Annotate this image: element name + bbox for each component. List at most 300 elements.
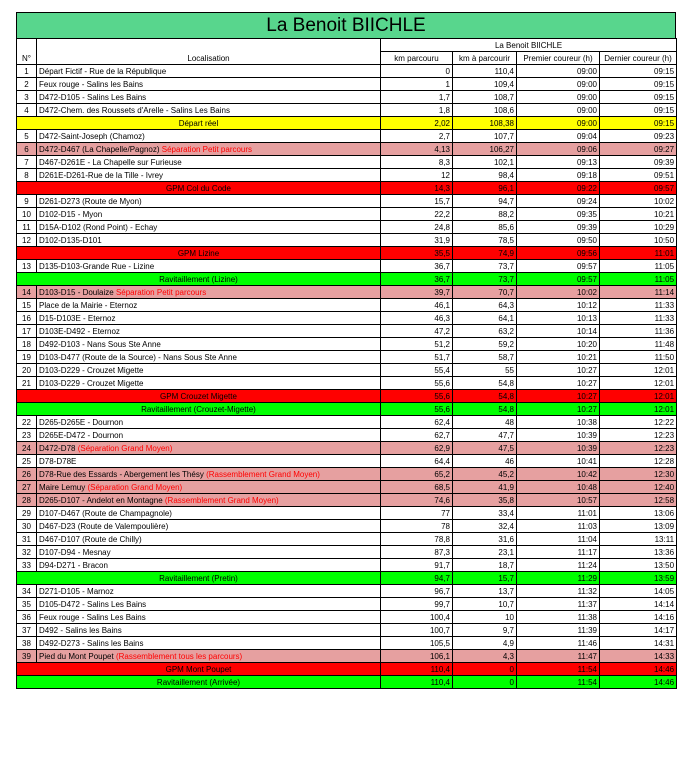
row-rest: 94,7: [453, 195, 517, 208]
row-rest: 18,7: [453, 559, 517, 572]
row-km: 100,4: [381, 611, 453, 624]
row-last: 13:59: [600, 572, 677, 585]
row-rest: 63,2: [453, 325, 517, 338]
row-number: 25: [17, 455, 37, 468]
row-first: 09:00: [517, 117, 600, 130]
row-localisation: [37, 208, 381, 221]
row-rest: 74,9: [453, 247, 517, 260]
row-localisation: [37, 468, 381, 481]
row-note: (Rassemblement Grand Moyen): [206, 469, 320, 479]
row-rest: 4,3: [453, 650, 517, 663]
table-row: [17, 559, 677, 572]
row-last: 11:33: [600, 299, 677, 312]
table-row: [17, 247, 677, 260]
row-localisation: [37, 481, 381, 494]
row-first: 09:04: [517, 130, 600, 143]
header-group: La Benoit BIICHLE: [381, 39, 677, 52]
row-last: 14:46: [600, 663, 677, 676]
row-km: 51,7: [381, 351, 453, 364]
row-km: 74,6: [381, 494, 453, 507]
row-number: 1: [17, 65, 37, 78]
table-row: [17, 312, 677, 325]
row-number: 32: [17, 546, 37, 559]
table-row: [17, 585, 677, 598]
row-localisation-text: D472-D78: [39, 443, 76, 453]
row-km: 1,7: [381, 91, 453, 104]
row-first: 09:56: [517, 247, 600, 260]
row-first: 09:50: [517, 234, 600, 247]
row-localisation: GPM Mont Poupet: [17, 663, 381, 676]
row-last: 11:14: [600, 286, 677, 299]
row-last: 12:23: [600, 442, 677, 455]
row-first: 11:37: [517, 598, 600, 611]
row-first: 09:00: [517, 104, 600, 117]
row-rest: 13,7: [453, 585, 517, 598]
row-km: 51,2: [381, 338, 453, 351]
table-row: [17, 507, 677, 520]
table-row: [17, 520, 677, 533]
row-number: 39: [17, 650, 37, 663]
row-last: 09:15: [600, 104, 677, 117]
row-first: 10:27: [517, 377, 600, 390]
row-last: 11:05: [600, 260, 677, 273]
row-rest: 46: [453, 455, 517, 468]
row-number: 13: [17, 260, 37, 273]
row-first: 10:21: [517, 351, 600, 364]
row-localisation: [37, 624, 381, 637]
row-localisation-text: D467-D23 (Route de Valempoulière): [39, 521, 169, 531]
row-localisation: [37, 650, 381, 663]
row-last: 11:48: [600, 338, 677, 351]
row-number: 37: [17, 624, 37, 637]
row-localisation: Ravitaillement (Crouzet-Migette): [17, 403, 381, 416]
row-number: 8: [17, 169, 37, 182]
row-first: 11:54: [517, 663, 600, 676]
row-first: 11:46: [517, 637, 600, 650]
row-km: 14,3: [381, 182, 453, 195]
row-number: 23: [17, 429, 37, 442]
row-last: 09:15: [600, 65, 677, 78]
row-rest: 110,4: [453, 65, 517, 78]
header-rest: km à parcourir: [453, 52, 517, 65]
table-row: [17, 286, 677, 299]
row-rest: 41,9: [453, 481, 517, 494]
row-number: 34: [17, 585, 37, 598]
row-rest: 78,5: [453, 234, 517, 247]
row-last: 12:22: [600, 416, 677, 429]
row-rest: 108,7: [453, 91, 517, 104]
row-localisation-text: D265-D265E - Dournon: [39, 417, 124, 427]
row-localisation-text: Maire Lemuy: [39, 482, 86, 492]
row-localisation-text: Pied du Mont Poupet: [39, 651, 114, 661]
row-number: 9: [17, 195, 37, 208]
row-last: 09:15: [600, 91, 677, 104]
row-km: 110,4: [381, 663, 453, 676]
row-first: 11:03: [517, 520, 600, 533]
row-localisation: [37, 455, 381, 468]
row-localisation: GPM Crouzet Migette: [17, 390, 381, 403]
row-rest: 54,8: [453, 403, 517, 416]
row-localisation-text: D102-D135-D101: [39, 235, 102, 245]
row-km: 96,7: [381, 585, 453, 598]
row-localisation-text: D467-D261E - La Chapelle sur Furieuse: [39, 157, 182, 167]
row-km: 65,2: [381, 468, 453, 481]
row-km: 55,6: [381, 390, 453, 403]
row-localisation-text: D271-D105 - Marnoz: [39, 586, 114, 596]
row-rest: 88,2: [453, 208, 517, 221]
row-last: 12:23: [600, 429, 677, 442]
table-row: [17, 416, 677, 429]
row-number: 7: [17, 156, 37, 169]
row-localisation: [37, 312, 381, 325]
row-last: 12:01: [600, 403, 677, 416]
row-number: 28: [17, 494, 37, 507]
row-first: 10:13: [517, 312, 600, 325]
row-last: 09:27: [600, 143, 677, 156]
row-km: 2,7: [381, 130, 453, 143]
row-localisation-text: D103-D229 - Crouzet Migette: [39, 365, 144, 375]
row-number: 16: [17, 312, 37, 325]
table-body: [17, 65, 677, 689]
row-km: 105,5: [381, 637, 453, 650]
row-km: 46,3: [381, 312, 453, 325]
row-rest: 4,9: [453, 637, 517, 650]
row-first: 11:04: [517, 533, 600, 546]
row-number: 18: [17, 338, 37, 351]
row-rest: 58,7: [453, 351, 517, 364]
table-row: [17, 260, 677, 273]
row-number: 10: [17, 208, 37, 221]
row-localisation: [37, 559, 381, 572]
row-first: 09:57: [517, 273, 600, 286]
header-km: km parcouru: [381, 52, 453, 65]
header-first: Premier coureur (h): [517, 52, 600, 65]
row-last: 11:50: [600, 351, 677, 364]
header-num: N°: [17, 39, 37, 65]
row-first: 09:13: [517, 156, 600, 169]
row-localisation: [37, 520, 381, 533]
row-km: 94,7: [381, 572, 453, 585]
row-number: 31: [17, 533, 37, 546]
row-last: 14:17: [600, 624, 677, 637]
row-last: 11:36: [600, 325, 677, 338]
row-rest: 0: [453, 663, 517, 676]
row-localisation: [37, 169, 381, 182]
table-row: [17, 403, 677, 416]
table-row: [17, 91, 677, 104]
table-row: [17, 195, 677, 208]
row-last: 12:30: [600, 468, 677, 481]
table-row: [17, 650, 677, 663]
row-localisation: [37, 130, 381, 143]
row-localisation: [37, 598, 381, 611]
row-localisation: GPM Col du Code: [17, 182, 381, 195]
row-km: 55,6: [381, 403, 453, 416]
row-km: 36,7: [381, 273, 453, 286]
table-row: [17, 221, 677, 234]
row-number: 29: [17, 507, 37, 520]
table-row: [17, 390, 677, 403]
row-km: 62,9: [381, 442, 453, 455]
row-localisation-text: D261-D273 (Route de Myon): [39, 196, 142, 206]
row-last: 14:31: [600, 637, 677, 650]
row-km: 46,1: [381, 299, 453, 312]
table-row: [17, 299, 677, 312]
row-km: 77: [381, 507, 453, 520]
row-note: (Séparation Grand Moyen): [87, 482, 183, 492]
row-localisation: [37, 299, 381, 312]
row-localisation: Ravitaillement (Pretin): [17, 572, 381, 585]
row-first: 10:38: [517, 416, 600, 429]
table-row: [17, 546, 677, 559]
row-km: 110,4: [381, 676, 453, 689]
row-localisation-text: D472-Chem. des Roussets d'Arelle - Salins Les Bains: [39, 105, 230, 115]
row-localisation: [37, 377, 381, 390]
row-localisation: [37, 416, 381, 429]
row-localisation-text: D472-D467 (La Chapelle/Pagnoz): [39, 144, 160, 154]
table-row: [17, 169, 677, 182]
row-note: (Rassemblement Grand Moyen): [164, 495, 279, 505]
row-localisation-text: D103-D15 - Doulaize: [39, 287, 114, 297]
row-km: 39,7: [381, 286, 453, 299]
row-last: 12:01: [600, 377, 677, 390]
row-localisation-text: D103-D477 (Route de la Source) - Nans Sous Ste Anne: [39, 352, 237, 362]
row-last: 13:50: [600, 559, 677, 572]
row-km: 24,8: [381, 221, 453, 234]
row-rest: 10,7: [453, 598, 517, 611]
row-rest: 15,7: [453, 572, 517, 585]
row-first: 09:00: [517, 65, 600, 78]
row-number: 36: [17, 611, 37, 624]
row-rest: 55: [453, 364, 517, 377]
row-localisation: Départ réel: [17, 117, 381, 130]
row-number: 6: [17, 143, 37, 156]
row-last: 12:58: [600, 494, 677, 507]
table-row: [17, 468, 677, 481]
row-rest: 54,8: [453, 390, 517, 403]
row-localisation: [37, 104, 381, 117]
row-last: 09:39: [600, 156, 677, 169]
row-first: 09:24: [517, 195, 600, 208]
table-row: [17, 455, 677, 468]
row-last: 12:28: [600, 455, 677, 468]
row-first: 09:22: [517, 182, 600, 195]
table-row: [17, 208, 677, 221]
row-note: (Rassemblement tous les parcours): [115, 651, 243, 661]
row-last: 14:33: [600, 650, 677, 663]
row-localisation-text: D94-D271 - Bracon: [39, 560, 108, 570]
row-first: 09:00: [517, 78, 600, 91]
row-localisation-text: Place de la Mairie - Eternoz: [39, 300, 138, 310]
row-number: 26: [17, 468, 37, 481]
row-first: 10:20: [517, 338, 600, 351]
row-last: 13:36: [600, 546, 677, 559]
row-number: 21: [17, 377, 37, 390]
row-last: 09:57: [600, 182, 677, 195]
row-localisation-text: Feux rouge - Salins les Bains: [39, 79, 144, 89]
row-last: 13:06: [600, 507, 677, 520]
row-last: 12:01: [600, 364, 677, 377]
row-km: 35,5: [381, 247, 453, 260]
row-last: 10:02: [600, 195, 677, 208]
row-rest: 85,6: [453, 221, 517, 234]
row-first: 09:18: [517, 169, 600, 182]
row-last: 09:15: [600, 117, 677, 130]
row-last: 12:01: [600, 390, 677, 403]
table-row: [17, 143, 677, 156]
row-rest: 9,7: [453, 624, 517, 637]
row-localisation-text: D107-D94 - Mesnay: [39, 547, 111, 557]
row-first: 10:14: [517, 325, 600, 338]
row-localisation-text: D78-D78E: [39, 456, 77, 466]
row-rest: 96,1: [453, 182, 517, 195]
row-localisation: Ravitaillement (Lizine): [17, 273, 381, 286]
row-localisation-text: D135-D103-Grande Rue - Lizine: [39, 261, 155, 271]
row-localisation: [37, 260, 381, 273]
table-row: [17, 130, 677, 143]
row-localisation: [37, 585, 381, 598]
row-first: 10:02: [517, 286, 600, 299]
row-km: 62,4: [381, 416, 453, 429]
table-row: [17, 533, 677, 546]
row-localisation: [37, 221, 381, 234]
row-first: 11:01: [517, 507, 600, 520]
row-number: 27: [17, 481, 37, 494]
table-row: [17, 364, 677, 377]
row-rest: 59,2: [453, 338, 517, 351]
row-localisation: GPM Lizine: [17, 247, 381, 260]
row-localisation: [37, 611, 381, 624]
row-first: 10:42: [517, 468, 600, 481]
row-rest: 48: [453, 416, 517, 429]
row-first: 11:38: [517, 611, 600, 624]
row-last: 09:15: [600, 78, 677, 91]
row-first: 11:24: [517, 559, 600, 572]
row-last: 10:50: [600, 234, 677, 247]
row-rest: 107,7: [453, 130, 517, 143]
row-localisation: [37, 156, 381, 169]
row-first: 10:12: [517, 299, 600, 312]
table-row: [17, 624, 677, 637]
header-localisation: Localisation: [37, 39, 381, 65]
row-localisation-text: D78-Rue des Essards - Abergement les Thésy: [39, 469, 204, 479]
row-last: 10:21: [600, 208, 677, 221]
row-localisation: [37, 234, 381, 247]
row-first: 11:54: [517, 676, 600, 689]
row-last: 11:01: [600, 247, 677, 260]
table-row: [17, 65, 677, 78]
row-km: 22,2: [381, 208, 453, 221]
row-last: 11:33: [600, 312, 677, 325]
row-number: 5: [17, 130, 37, 143]
row-last: 09:51: [600, 169, 677, 182]
table-row: [17, 611, 677, 624]
table-row: [17, 156, 677, 169]
row-km: 91,7: [381, 559, 453, 572]
row-localisation: [37, 351, 381, 364]
row-localisation: [37, 143, 381, 156]
table-row: [17, 377, 677, 390]
row-localisation-text: D265-D107 - Andelot en Montagne: [39, 495, 163, 505]
row-localisation: [37, 507, 381, 520]
row-rest: 73,7: [453, 260, 517, 273]
row-km: 62,7: [381, 429, 453, 442]
row-first: 11:39: [517, 624, 600, 637]
row-localisation: Ravitaillement (Arrivée): [17, 676, 381, 689]
row-last: 13:11: [600, 533, 677, 546]
row-km: 78: [381, 520, 453, 533]
row-rest: 106,27: [453, 143, 517, 156]
row-number: 35: [17, 598, 37, 611]
row-last: 12:40: [600, 481, 677, 494]
row-number: 30: [17, 520, 37, 533]
table-row: [17, 429, 677, 442]
row-rest: 54,8: [453, 377, 517, 390]
row-localisation: [37, 91, 381, 104]
row-km: 1: [381, 78, 453, 91]
row-localisation: [37, 533, 381, 546]
table-row: [17, 325, 677, 338]
row-last: 10:29: [600, 221, 677, 234]
row-number: 14: [17, 286, 37, 299]
table-row: [17, 442, 677, 455]
row-km: 8,3: [381, 156, 453, 169]
row-rest: 108,6: [453, 104, 517, 117]
row-km: 99,7: [381, 598, 453, 611]
row-number: 38: [17, 637, 37, 650]
table-row: [17, 676, 677, 689]
row-localisation-text: D102-D15 - Myon: [39, 209, 103, 219]
row-localisation: [37, 429, 381, 442]
row-rest: 32,4: [453, 520, 517, 533]
row-km: 55,6: [381, 377, 453, 390]
row-localisation: [37, 78, 381, 91]
table-row: [17, 104, 677, 117]
row-note: Séparation Petit parcours: [115, 287, 207, 297]
row-first: 10:27: [517, 390, 600, 403]
row-number: 22: [17, 416, 37, 429]
row-km: 47,2: [381, 325, 453, 338]
table-row: [17, 481, 677, 494]
row-localisation: [37, 364, 381, 377]
row-first: 10:39: [517, 442, 600, 455]
table-row: [17, 273, 677, 286]
row-first: 09:06: [517, 143, 600, 156]
row-last: 13:09: [600, 520, 677, 533]
row-rest: 64,1: [453, 312, 517, 325]
row-last: 11:05: [600, 273, 677, 286]
row-localisation: [37, 637, 381, 650]
route-table: [16, 38, 677, 689]
row-first: 09:00: [517, 91, 600, 104]
row-first: 11:32: [517, 585, 600, 598]
table-row: [17, 494, 677, 507]
page-title: La Benoit BIICHLE: [16, 12, 676, 38]
document: [16, 12, 676, 689]
row-km: 64,4: [381, 455, 453, 468]
row-localisation: [37, 195, 381, 208]
table-row: [17, 663, 677, 676]
row-km: 87,3: [381, 546, 453, 559]
row-km: 2,02: [381, 117, 453, 130]
row-rest: 47,5: [453, 442, 517, 455]
row-localisation-text: D472-Saint-Joseph (Chamoz): [39, 131, 145, 141]
row-rest: 109,4: [453, 78, 517, 91]
row-localisation: [37, 494, 381, 507]
row-number: 15: [17, 299, 37, 312]
row-last: 14:05: [600, 585, 677, 598]
row-number: 2: [17, 78, 37, 91]
